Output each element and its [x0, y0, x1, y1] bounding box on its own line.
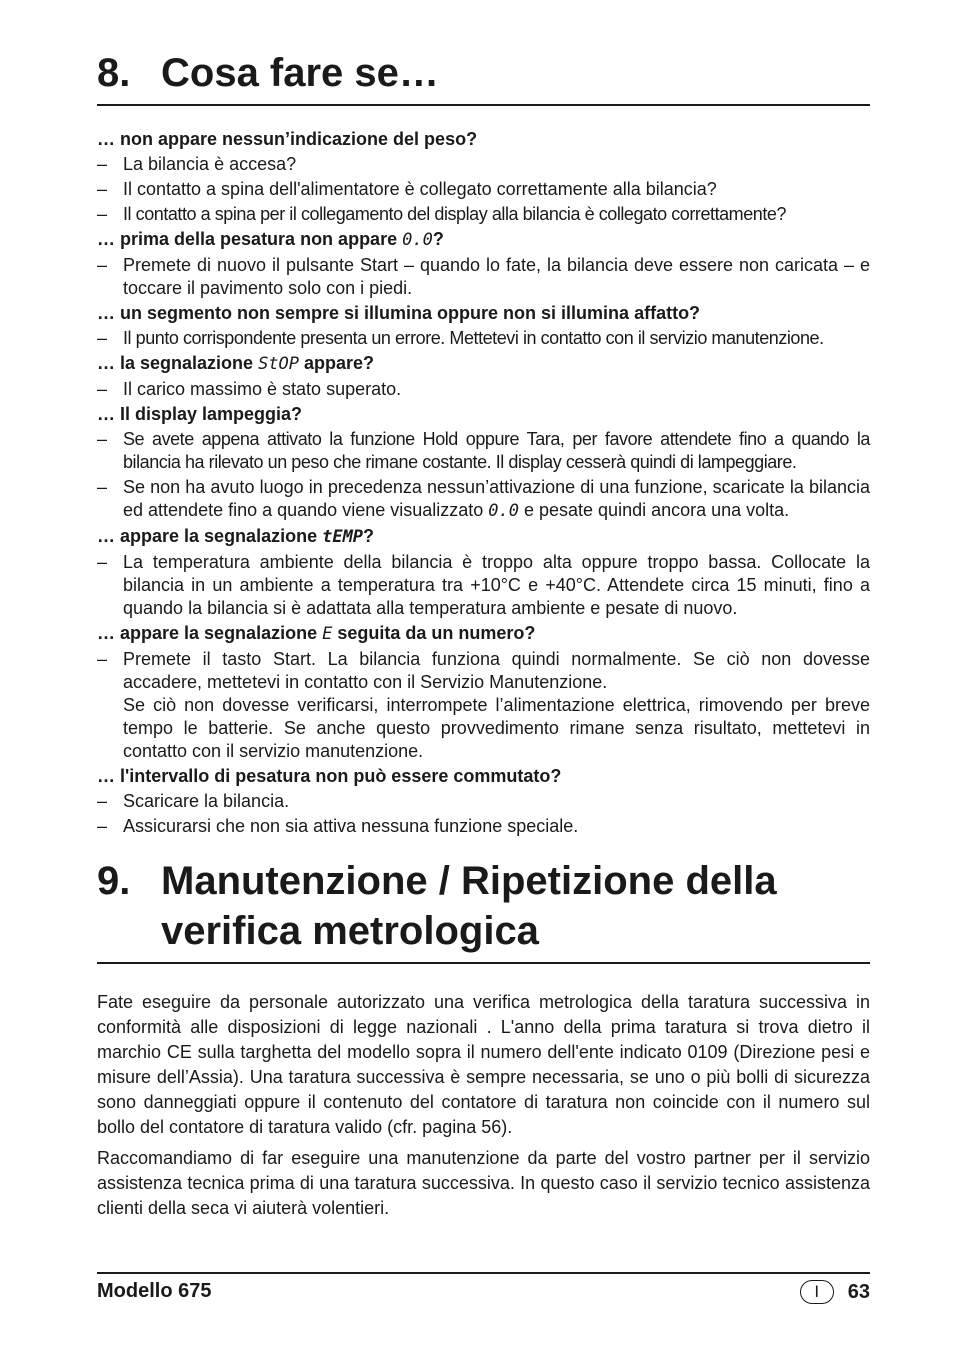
dash-bullet: – [97, 204, 108, 224]
dash-bullet: – [97, 816, 108, 836]
dash-bullet: – [97, 552, 108, 572]
answer-item [97, 178, 870, 201]
answer-text: La temperatura ambiente della bilancia è troppo alta oppure troppo bassa. Collocate la bilancia in un ambiente a temperatura tra +10°C e +40°C. Attendete circa 15 minuti, fino a quando la bilancia si è adattata alla temperatura ambiente e pesate di nuovo. [123, 552, 870, 618]
footer-model: Modello 675 [97, 1280, 212, 1302]
question-text: appare? [299, 353, 375, 373]
section-title: Cosa fare se… [161, 51, 439, 95]
answer-text: Scaricare la bilancia. [123, 791, 290, 811]
question [97, 622, 870, 646]
answer-item [97, 476, 870, 523]
answer-text [123, 648, 870, 763]
dash-bullet: – [97, 154, 108, 174]
display-segment-text: tEMP [322, 527, 364, 547]
answer-item [97, 203, 870, 226]
answer-text: Il contatto a spina dell'alimentatore è collegato correttamente alla bilancia? [123, 179, 717, 199]
answer-item [97, 378, 870, 401]
question-text: ? [432, 229, 444, 249]
answer-item [97, 815, 870, 838]
footer-rule [97, 1272, 870, 1274]
answer-text: Il contatto a spina per il collegamento del display alla bilancia è collegato correttamente? [123, 204, 787, 224]
dash-bullet: – [97, 791, 108, 811]
answer-item [97, 551, 870, 620]
answer-text: Se avete appena attivato la funzione Hold oppure Tara, per favore attendete fino a quando la bilancia ha rilevato un peso che rimane costante. Il display cesserà quindi di lampeggiare. [123, 429, 870, 472]
answer-item [97, 648, 870, 763]
section-9-heading [97, 856, 870, 964]
body-paragraph: Fate eseguire da personale autorizzato una verifica metrologica della taratura successiva in conformità alle disposizioni di legge nazionali . L'anno della prima taratura si trova dietro il marchio CE sulla targhetta del modello sopra il numero dell'ente indicato 0109 (Direzione pesi e misure dell’Assia). Una taratura successiva è sempre necessaria, se uno o più bolli di sicurezza sono danneggiati oppure il contenuto del contatore di taratura non coincide con il numero sul bollo del contatore di taratura valido (cfr. pagina 56). [97, 992, 870, 1137]
dash-bullet: – [97, 255, 108, 275]
dash-bullet: – [97, 649, 108, 669]
question-text: … appare la segnalazione [97, 623, 323, 643]
display-segment-text: 0.0 [488, 501, 519, 521]
question: … Il display lampeggia? [97, 404, 303, 424]
answer-paragraph: Se ciò non dovesse verificarsi, interrompete l’alimentazione elettrica, rimovendo per breve tempo le batterie. Se anche questo provvedimento rimane senza risultato, mettetevi in contatto con il servizio manutenzione. [123, 695, 870, 761]
section-number: 8. [97, 51, 131, 95]
page-number: 63 [847, 1280, 870, 1303]
display-segment-text: E [322, 624, 333, 644]
dash-bullet: – [97, 328, 108, 348]
section-title: Manutenzione / Ripetizione della verifica metrologica [161, 859, 777, 953]
answer-text: Il punto corrispondente presenta un errore. Mettetevi in contatto con il servizio manutenzione. [123, 328, 824, 348]
footer-right [800, 1280, 870, 1304]
question-text: … la segnalazione [97, 353, 259, 373]
answer-item [97, 790, 870, 813]
question-text: ? [363, 526, 375, 546]
answer-text: La bilancia è accesa? [123, 154, 297, 174]
dash-bullet: – [97, 179, 108, 199]
question-text: … prima della pesatura non appare [97, 229, 403, 249]
answer-item [97, 327, 870, 350]
answer-text: Il carico massimo è stato superato. [123, 379, 402, 399]
question [97, 352, 870, 376]
language-badge: I [800, 1280, 834, 1304]
question-text: seguita da un numero? [332, 623, 536, 643]
body-paragraph: Raccomandiamo di far eseguire una manutenzione da parte del vostro partner per il servizio assistenza tecnica prima di una taratura successiva. In questo caso il servizio tecnico assistenza clienti della seca vi aiuterà volentieri. [97, 1148, 870, 1218]
answer-text-part: e pesate quindi ancora una volta. [518, 500, 790, 520]
answer-item [97, 254, 870, 300]
answer-text [123, 476, 870, 523]
answer-text: Premete di nuovo il pulsante Start – quando lo fate, la bilancia deve essere non caricata – e toccare il pavimento solo con i piedi. [123, 255, 870, 298]
dash-bullet: – [97, 477, 108, 497]
answer-text: Assicurarsi che non sia attiva nessuna funzione speciale. [123, 816, 579, 836]
dash-bullet: – [97, 379, 108, 399]
question: … l'intervallo di pesatura non può essere commutato? [97, 766, 562, 786]
display-segment-text: StOP [258, 354, 300, 374]
question [97, 228, 870, 252]
dash-bullet: – [97, 429, 108, 449]
question: … un segmento non sempre si illumina oppure non si illumina affatto? [97, 303, 701, 323]
question-text: … appare la segnalazione [97, 526, 323, 546]
section-8-heading [97, 48, 870, 106]
section-number: 9. [97, 859, 131, 903]
display-segment-text: 0.0 [402, 230, 433, 250]
question [97, 525, 870, 549]
answer-text-part: Se non ha avuto luogo in precedenza nessun’attivazione di una funzione, scaricate la bilancia ed attendete fino a quando viene visualizzato [123, 477, 870, 520]
answer-item [97, 153, 870, 176]
answer-item [97, 428, 870, 474]
question: … non appare nessun’indicazione del peso? [97, 129, 478, 149]
answer-paragraph: Premete il tasto Start. La bilancia funziona quindi normalmente. Se ciò non dovesse accadere, mettetevi in contatto con il Servizio Manutenzione. [123, 649, 870, 692]
page-content [97, 48, 870, 1221]
